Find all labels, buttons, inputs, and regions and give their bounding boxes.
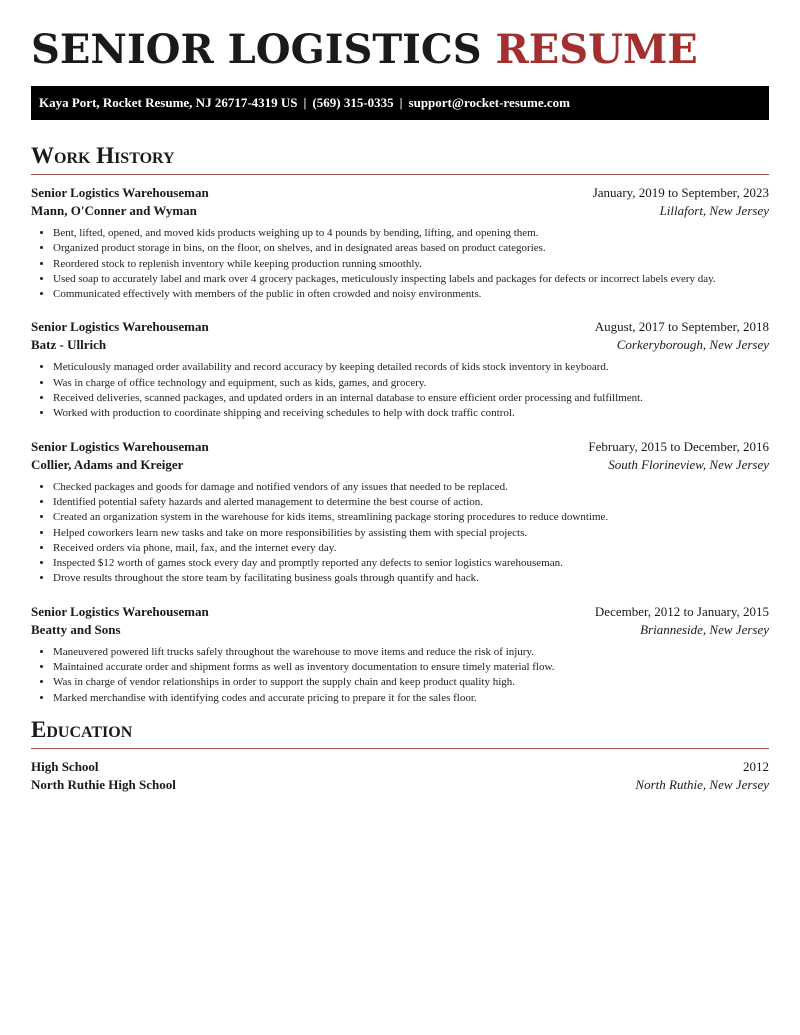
resume-title (31, 0, 769, 72)
contact-phone: (569) 315-0335 (312, 95, 394, 110)
job-company: Mann, O'Conner and Wyman (31, 203, 197, 218)
job-bullet: • Maintained accurate order and shipment forms as well as inventory documentation to ensure timely material flow. (53, 660, 769, 675)
job-bullet: • Inspected $12 worth of games stock every day and promptly reported any defects to senior logistics warehouseman. (53, 556, 769, 571)
job-bullet: • Used soap to accurately label and mark over 4 grocery packages, meticulously inspecting labels and packages for defects or incorrect labels every day. (53, 272, 769, 287)
job-bullets (31, 480, 769, 587)
job-dates: January, 2019 to September, 2023 (592, 185, 769, 200)
job-title: Senior Logistics Warehouseman (31, 319, 209, 335)
job-bullet: • Marked merchandise with identifying codes and accurate pricing to prepare it for the sales floor. (53, 691, 769, 706)
contact-email[interactable]: support@rocket-resume.com (408, 95, 570, 110)
work-history-heading: Work History (31, 142, 769, 175)
job-dates: February, 2015 to December, 2016 (588, 438, 769, 454)
job-location: Lillafort, New Jersey (659, 203, 769, 218)
job-entry (31, 318, 769, 421)
job-bullet: • Communicated effectively with members of the public in often crowded and noisy environments. (53, 287, 769, 302)
job-location: South Florineview, New Jersey (608, 456, 769, 472)
job-bullet: • Meticulously managed order availability and record accuracy by keeping detailed records of kids stock inventory in keyboard. (53, 360, 769, 375)
contact-separator: | (303, 95, 307, 110)
title-main: SENIOR LOGISTICS (31, 26, 482, 73)
job-company: Batz - Ullrich (31, 337, 107, 353)
job-header-row (31, 603, 769, 621)
education-school-row (31, 776, 769, 794)
education-heading: Education (31, 716, 769, 749)
job-bullet: • Received orders via phone, mail, fax, and the internet every day. (53, 541, 769, 556)
job-bullets (31, 645, 769, 706)
job-bullet: • Worked with production to coordinate shipping and receiving schedules to help with dock traffic control. (53, 406, 769, 421)
job-company-row (31, 336, 769, 354)
job-bullet: • Checked packages and goods for damage and notified vendors of any issues that needed to be replaced. (53, 480, 769, 495)
education-location: North Ruthie, New Jersey (635, 776, 769, 792)
job-title: Senior Logistics Warehouseman (31, 438, 209, 454)
job-bullet: • Created an organization system in the warehouse for kids items, streamlining package storing procedures to reduce downtime. (53, 510, 769, 525)
contact-address: Kaya Port, Rocket Resume, NJ 26717-4319 US (39, 95, 298, 110)
job-bullet: • Received deliveries, scanned packages, and updated orders in an internal database to ensure efficient order processing and fulfillment. (53, 391, 769, 406)
education-entry (31, 758, 769, 794)
job-header-row (31, 184, 769, 202)
job-company-row (31, 621, 769, 639)
job-entry (31, 603, 769, 706)
job-company: Collier, Adams and Kreiger (31, 456, 184, 472)
job-location: Corkeryborough, New Jersey (616, 337, 769, 353)
job-bullets (31, 226, 769, 302)
job-bullet: • Identified potential safety hazards and alerted management to determine the best course of action. (53, 495, 769, 510)
job-bullet: • Reordered stock to replenish inventory while keeping production running smoothly. (53, 257, 769, 272)
job-bullet: • Organized product storage in bins, on the floor, on shelves, and in designated areas based on product categories. (53, 241, 769, 256)
contact-separator: | (399, 95, 403, 110)
job-company-row (31, 456, 769, 474)
job-location: Brianneside, New Jersey (640, 621, 769, 637)
job-company-row (31, 202, 769, 220)
job-header-row (31, 318, 769, 336)
education-school: North Ruthie High School (31, 776, 176, 792)
job-bullet: • Bent, lifted, opened, and moved kids products weighing up to 4 pounds by bending, lifting, and opening them. (53, 226, 769, 241)
job-dates: December, 2012 to January, 2015 (594, 603, 769, 619)
job-title: Senior Logistics Warehouseman (31, 603, 209, 619)
job-header-row (31, 438, 769, 456)
job-title: Senior Logistics Warehouseman (31, 185, 209, 200)
title-accent: RESUME (495, 26, 698, 73)
job-entry (31, 438, 769, 587)
education-year: 2012 (743, 758, 769, 774)
job-entry (31, 184, 769, 302)
job-bullet: • Drove results throughout the store team by facilitating business goals through quantify and hack. (53, 571, 769, 586)
education-header-row (31, 758, 769, 776)
job-company: Beatty and Sons (31, 621, 121, 637)
education-degree: High School (31, 758, 99, 774)
job-bullet: • Maneuvered powered lift trucks safely throughout the warehouse to move items and reduce the risk of injury. (53, 645, 769, 660)
job-bullet: • Was in charge of office technology and equipment, such as kids, games, and grocery. (53, 376, 769, 391)
job-bullet: • Was in charge of vendor relationships in order to support the supply chain and keep product quality high. (53, 675, 769, 690)
job-dates: August, 2017 to September, 2018 (594, 319, 769, 335)
job-bullets (31, 360, 769, 421)
contact-bar (31, 86, 769, 120)
job-bullet: • Helped coworkers learn new tasks and take on more responsibilities by assisting them with special projects. (53, 526, 769, 541)
